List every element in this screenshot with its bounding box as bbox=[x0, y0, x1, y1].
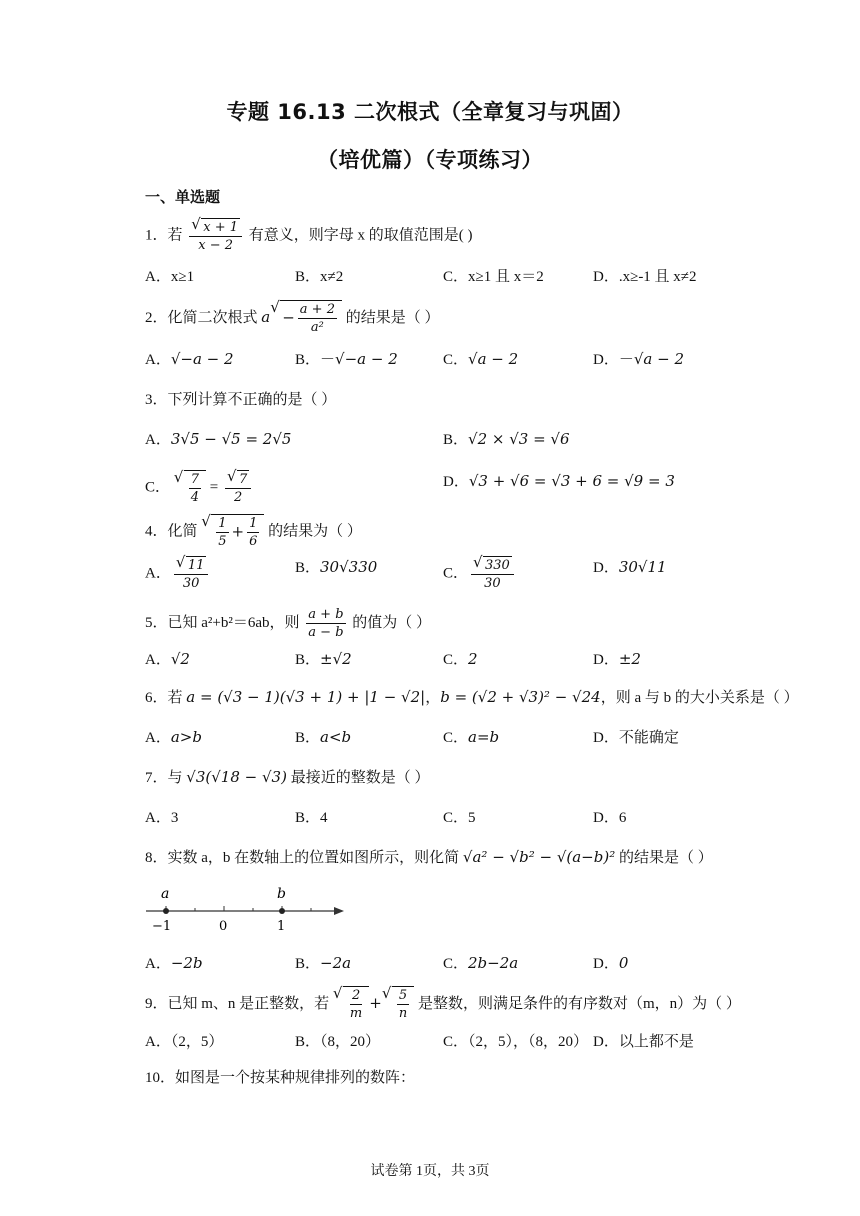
question-1-options bbox=[145, 265, 715, 295]
question-7-lead: 7．与 bbox=[145, 770, 187, 786]
question-5-expression: $\frac{a + b}{a - b}$ bbox=[308, 607, 344, 640]
option-d[interactable]: D．30√11 bbox=[593, 558, 667, 576]
page-subtitle: （培优篇）（专项练习） bbox=[317, 148, 543, 172]
question-2-tail: 的结果是（ ） bbox=[345, 310, 440, 326]
question-1-expression: √ $\frac{x + 1}{x - 2}$ bbox=[189, 218, 242, 254]
option-a[interactable]: A．x≥1 bbox=[145, 269, 195, 285]
option-a[interactable]: A． √ $\frac{11}{30}$ bbox=[145, 556, 211, 592]
question-5-lead: 5．已知 a²+b²＝6ab，则 bbox=[145, 614, 300, 631]
question-2 bbox=[145, 300, 440, 336]
point-a bbox=[163, 908, 169, 914]
question-9 bbox=[145, 986, 741, 1022]
question-4-options bbox=[145, 556, 715, 592]
option-a[interactable]: A．√2 bbox=[145, 650, 190, 668]
option-c[interactable]: C． √ $\frac{7}{4}$ = √ $\frac{7}{2}$ bbox=[145, 470, 254, 506]
option-c[interactable]: C．2b−2a bbox=[443, 954, 519, 972]
option-d[interactable]: D．以上都不是 bbox=[593, 1034, 694, 1050]
number-line-arrow bbox=[334, 907, 344, 915]
option-c[interactable]: C．a=b bbox=[443, 728, 500, 746]
option-c[interactable]: C．2 bbox=[443, 650, 478, 668]
question-3-options-row2 bbox=[145, 470, 715, 506]
option-b[interactable]: B．x≠2 bbox=[295, 269, 344, 285]
question-6-lead: 6．若 bbox=[145, 690, 187, 706]
question-6-expression-b: b = (√2 + √3)² − √24 bbox=[440, 688, 601, 706]
option-a[interactable]: A．−2b bbox=[145, 954, 203, 972]
question-1 bbox=[145, 218, 473, 254]
option-b[interactable]: B．±√2 bbox=[295, 650, 352, 668]
question-7 bbox=[145, 766, 429, 787]
page-title: 专题 16.13 二次根式（全章复习与巩固） bbox=[226, 100, 634, 124]
option-a[interactable]: A．3 bbox=[145, 810, 179, 826]
option-a[interactable]: A．3√5 − √5 = 2√5 bbox=[145, 430, 292, 448]
point-b bbox=[279, 908, 285, 914]
question-7-tail: 最接近的整数是（ ） bbox=[286, 770, 430, 786]
option-b[interactable]: B．√2 × √3 = √6 bbox=[443, 430, 570, 448]
question-5-tail: 的值为（ ） bbox=[352, 614, 432, 631]
option-d[interactable]: D．.x≥-1 且 x≠2 bbox=[593, 269, 697, 285]
option-d[interactable]: D．－√a − 2 bbox=[593, 350, 684, 368]
question-7-expression: √3(√18 − √3) bbox=[186, 768, 287, 786]
question-2-lead: 2．化简二次根式 bbox=[145, 310, 258, 326]
option-d[interactable]: D．6 bbox=[593, 810, 627, 826]
question-5 bbox=[145, 606, 431, 641]
question-8-expression: √a² − √b² − √(a−b)² bbox=[462, 848, 616, 866]
question-6-comma: ， bbox=[425, 690, 441, 706]
option-d[interactable]: D．0 bbox=[593, 954, 629, 972]
question-8-options bbox=[145, 952, 715, 982]
option-c[interactable]: C．x≥1 且 x＝2 bbox=[443, 269, 544, 285]
tick-label-1: 1 bbox=[277, 919, 286, 934]
option-b[interactable]: B．4 bbox=[295, 810, 328, 826]
option-b[interactable]: B．a<b bbox=[295, 728, 352, 746]
question-6-expression-a: a = (√3 − 1)(√3 + 1) + |1 − √2| bbox=[186, 688, 426, 706]
question-4-expression: √ $\frac{1}{5}$ + $\frac{1}{6}$ bbox=[201, 514, 264, 550]
option-a[interactable]: A．√−a − 2 bbox=[145, 350, 234, 368]
option-b[interactable]: B．−2a bbox=[295, 954, 352, 972]
question-10: 10．如图是一个按某种规律排列的数阵： bbox=[145, 1070, 416, 1086]
option-a[interactable]: A．a>b bbox=[145, 728, 202, 746]
number-line-figure bbox=[140, 884, 360, 936]
question-6 bbox=[145, 686, 799, 707]
question-8-lead: 8．实数 a，b 在数轴上的位置如图所示，则化简 bbox=[145, 850, 463, 866]
question-9-expression: √ $\frac{2}{m}$ + √ $\frac{5}{n}$ bbox=[333, 994, 414, 1012]
question-4-lead: 4．化简 bbox=[145, 523, 198, 540]
question-7-options bbox=[145, 806, 715, 836]
option-c[interactable]: C． √ $\frac{330}{30}$ bbox=[443, 556, 517, 592]
question-4-tail: 的结果为（ ） bbox=[268, 523, 362, 540]
label-a: a bbox=[161, 886, 170, 902]
question-2-expression: a√ − $\frac{a + 2}{\text{a²}}$ bbox=[261, 308, 342, 326]
option-c[interactable]: C．5 bbox=[443, 810, 476, 826]
option-b[interactable]: B．30√330 bbox=[295, 558, 378, 576]
option-c[interactable]: C．√a − 2 bbox=[443, 350, 519, 368]
option-b[interactable]: B．－√−a − 2 bbox=[295, 350, 398, 368]
question-1-lead: 1．若 bbox=[145, 227, 183, 244]
question-8-tail: 的结果是（ ） bbox=[615, 850, 713, 866]
option-d[interactable]: D．√3 + √6 = √3 + 6 = √9 = 3 bbox=[443, 472, 675, 490]
question-4 bbox=[145, 514, 362, 550]
question-9-lead: 9．已知 m、n 是正整数，若 bbox=[145, 996, 330, 1012]
option-a[interactable]: A．（2，5） bbox=[145, 1034, 224, 1050]
question-8 bbox=[145, 846, 713, 867]
page-footer: 试卷第 1页，共 3页 bbox=[370, 1164, 490, 1179]
question-2-options bbox=[145, 348, 715, 378]
question-3-options-row1 bbox=[145, 428, 715, 458]
question-9-options bbox=[145, 1030, 715, 1060]
question-5-options bbox=[145, 648, 715, 678]
option-b[interactable]: B．（8，20） bbox=[295, 1034, 381, 1050]
option-c[interactable]: C．（2，5），（8，20） bbox=[443, 1034, 589, 1050]
option-d[interactable]: D．±2 bbox=[593, 650, 641, 668]
tick-label-0: 0 bbox=[219, 919, 228, 934]
question-6-tail: ，则 a 与 b 的大小关系是（ ） bbox=[600, 690, 799, 706]
tick-label-neg1: −1 bbox=[152, 919, 172, 934]
option-d[interactable]: D．不能确定 bbox=[593, 730, 679, 746]
label-b: b bbox=[277, 886, 286, 902]
question-1-tail: 有意义，则字母 x 的取值范围是( ) bbox=[248, 227, 473, 244]
section-heading: 一、单选题 bbox=[145, 188, 221, 206]
question-6-options bbox=[145, 726, 715, 756]
question-9-tail: 是整数，则满足条件的有序数对（m，n）为（ ） bbox=[417, 996, 741, 1012]
question-3: 3．下列计算不正确的是（ ） bbox=[145, 392, 337, 408]
